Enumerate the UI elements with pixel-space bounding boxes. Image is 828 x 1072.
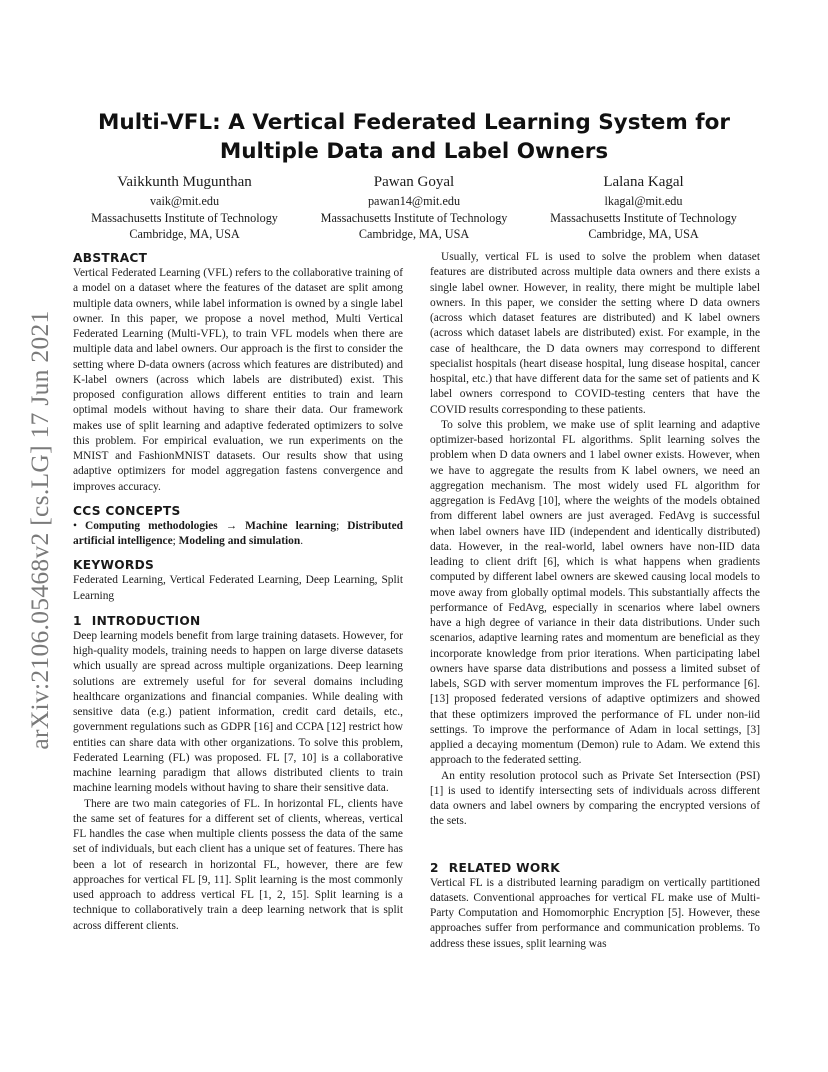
author-email: lkagal@mit.edu xyxy=(604,194,683,208)
section-title: INTRODUCTION xyxy=(91,613,201,628)
left-column xyxy=(73,250,403,934)
section-number: 2 xyxy=(430,860,439,875)
introduction-heading xyxy=(73,613,403,629)
related-work-heading xyxy=(430,860,760,876)
ccs-item-2: Distributed artificial intelligence xyxy=(73,519,403,547)
arxiv-identifier xyxy=(22,290,58,770)
author-affiliation: Massachusetts Institute of Technology xyxy=(91,210,278,225)
intro-paragraph-3: Usually, vertical FL is used to solve the problem when dataset features are distributed across multiple data owners and there exists a single label owner. However, in reality, there might be multiple label owners. In this paper, we consider the setting where D data owners (across which dataset features are distributed) and K label owners (across which dataset labels are distributed) exist. For example, in the case of healthcare, the D data owners may correspond to different specialist hospitals (heart disease hospital, lung disease hospital, cancer hospital, etc.) that have different data for the same set of patients and K label owners correspond to COVID-testing centers that have the COVID results corresponding to these patients. xyxy=(430,251,760,416)
ccs-bullet: • xyxy=(73,519,86,532)
author-email: vaik@mit.edu xyxy=(149,194,220,208)
author-name: Pawan Goyal xyxy=(373,174,455,190)
keywords-text: Federated Learning, Vertical Federated Learning, Deep Learning, Split Learning xyxy=(73,574,403,602)
intro-paragraph-1: Deep learning models benefit from large training datasets. However, for high-quality models, training needs to happen on large diverse datasets which usually are spread across multiple organizations. Deep learning solutions are extremely useful for for several domains including healthcare organizations and financial companies. While dealing with sensitive data (e.g.) patient information, credit card details, etc., government regulations such as GDPR [16] and CCPA [12] restrict how entities can share data with other organizations. To solve this problem, Federated Learning (FL) was proposed. FL [7, 10] is a collaborative machine learning paradigm that allows distributed clients to train machine learning models without having to share their sensitive data. xyxy=(73,629,403,795)
author-name: Lalana Kagal xyxy=(603,174,684,190)
abstract-text: Vertical Federated Learning (VFL) refers to the collaborative training of a model on a dataset where the features of the dataset are split among multiple data owners, while label information is owned by a single label owner. In this paper, we propose a novel method, Multi Vertical Federated Learning (Multi-VFL), to train VFL models when there are multiple data and label owners. Our approach is the first to consider the setting where D-data owners (across which features are distributed) and K-label owners (across which labels are distributed) exist. This proposed configuration allows different entities to train and learn optimal models without having to share their data. Our framework makes use of split learning and adaptive federated optimizers to solve this problem. For empirical evaluation, we run experiments on the MNIST and FashionMNIST datasets. Our results show that using adaptive optimizers for model aggregation fastens convergence and improves accuracy. xyxy=(73,267,403,493)
abstract-heading: ABSTRACT xyxy=(73,251,148,265)
author-affiliation: Massachusetts Institute of Technology xyxy=(320,210,508,225)
author-affiliation: Massachusetts Institute of Technology xyxy=(550,210,737,225)
ccs-heading: CCS CONCEPTS xyxy=(73,503,181,518)
author-2 xyxy=(300,172,529,243)
section-number: 1 xyxy=(73,613,82,628)
intro-paragraph-2: There are two main categories of FL. In horizontal FL, clients have the same set of features for a different set of clients, whereas, vertical FL handles the case when multiple clients possess the data of the same set of individuals, but each client has a unique set of features. There has been a lot of research in horizontal FL, however, there are few approaches for vertical FL [9, 11]. Split learning is the most commonly used approach to address vertical FL [1, 2, 15]. Split learning is a technique to collaboratively train a deep learning network that is split across different clients. xyxy=(73,797,403,932)
ccs-end: . xyxy=(300,535,304,547)
intro-paragraph-5: An entity resolution protocol such as Private Set Intersection (PSI) [1] is used to identify intersecting sets of individuals across different data owners and label owners by comparing the encrypted versions of the sets. xyxy=(430,769,760,828)
intro-paragraph-4: To solve this problem, we make use of split learning and adaptive optimizer-based horizontal FL algorithms. Split learning solves the problem when D data owners and 1 label owner exists. However, when we have to aggregate the results from K label owners, we need an aggregation mechanism. The most widely used FL algorithm for aggregation is FedAvg [10], where the weights of the models obtained from different label owners are just averaged. FedAvg is successful when label owners have IID (independent and identically distributed) data. However, in the real-world, label owners have non-IID data leading to client drift [6], which is what happens when gradients computed by different label owners are skewed causing local models to move away from globally optimal models. This substantially affects the performance of FedAvg, especially in scenarios where label owners have a high degree of variance in their data distributions. Under such scenarios, adaptive learning rates and momentum are beneficial as they incorporate knowledge from prior iterations. When participating label owners have sparse data distributions and possess a limited subset of labels, SGD with server momentum improves the FL performance [6]. [13] proposed federated versions of adaptive optimizers and showed that these optimizers improved the performance of FL under non-iid settings. To improve the performance of Adam in local settings, [3] applied a decaying momentum (Demon) rule to Adam. We extend this approach to the federated setting. xyxy=(430,418,760,767)
right-column xyxy=(430,250,760,952)
author-name: Vaikkunth Mugunthan xyxy=(117,174,252,190)
author-3 xyxy=(529,172,758,243)
related-work-paragraph-1: Vertical FL is a distributed learning paradigm on vertically partitioned datasets. Conventional approaches for vertical FL make use of Multi-Party Computation and Homomorphic Encryption [5]. However, these approaches suffer from performance and communication problems. To address these issues, split learning was xyxy=(430,876,760,950)
author-location: Cambridge, MA, USA xyxy=(588,227,699,241)
author-location: Cambridge, MA, USA xyxy=(129,227,240,241)
ccs-sep-2: ; xyxy=(172,535,179,547)
ccs-sep-1: ; xyxy=(336,519,348,532)
section-title: RELATED WORK xyxy=(448,860,560,875)
keywords-heading: KEYWORDS xyxy=(73,558,155,573)
author-email: pawan14@mit.edu xyxy=(367,194,461,208)
arxiv-identifier-text: arXiv:2106.05468v2 [cs.LG] 17 Jun 2021 xyxy=(25,310,54,750)
paper-title: Multi-VFL: A Vertical Federated Learning System for Multiple Data and Label Owners xyxy=(98,110,730,164)
ccs-concepts xyxy=(73,519,403,550)
author-location: Cambridge, MA, USA xyxy=(358,227,470,241)
ccs-item-3: Modeling and simulation xyxy=(178,535,301,547)
ccs-item-1: Computing methodologies → Machine learning xyxy=(85,519,337,532)
author-1 xyxy=(70,172,299,243)
author-block xyxy=(70,172,758,243)
